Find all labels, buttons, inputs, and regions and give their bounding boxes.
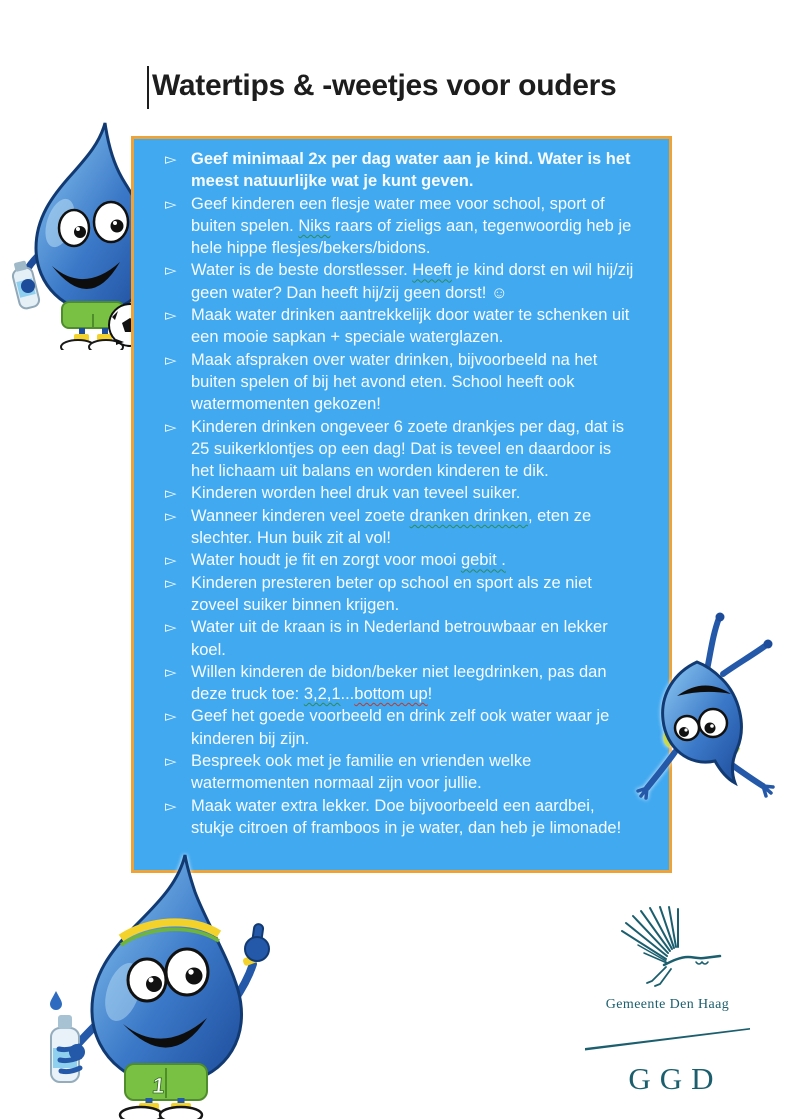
tip-item [164,193,635,260]
tip-text: Maak water drinken aantrekkelijk door water te schenken uit een mooie sapkan + speciale waterglazen. [191,306,630,347]
tips-list [164,148,635,839]
tip-text: Wanneer kinderen veel zoete dranken drinken, eten ze slechter. Hun buik zit al vol! [191,506,592,548]
tip-text: Geef minimaal 2x per dag water aan je kind. Water is het meest natuurlijke wat je kunt geven. [191,150,631,191]
tip-item [164,661,635,706]
logo-dept-name: GGD [628,1061,723,1096]
tip-item [164,549,635,571]
waterdrop-thumbsup-mascot-icon [35,852,280,1119]
logo-org-name: Gemeente Den Haag [605,997,730,1012]
mascot-shorts-number: 1 [151,1073,166,1098]
tip-text: Water houdt je fit en zorgt voor mooi gebit . [191,551,506,570]
tip-item [164,795,635,840]
tip-item [164,505,635,550]
tips-box [131,136,672,873]
waterdrop-handstand-mascot-icon [627,610,787,805]
arrow-bullet-icon: ▻ [165,552,177,570]
tip-text: Maak water extra lekker. Doe bijvoorbeeld een aardbei, stukje citroen of framboos in je water, dan heb je limonade! [191,796,622,837]
tip-text: Kinderen presteren beter op school en sport als ze niet zoveel suiker binnen krijgen. [191,573,592,614]
arrow-bullet-icon: ▻ [165,619,177,637]
tip-item [164,616,635,661]
tip-item [164,482,635,504]
arrow-bullet-icon: ▻ [165,574,177,592]
logo-block [585,905,750,1097]
text-cursor [147,66,149,109]
tip-text: Kinderen drinken ongeveer 6 zoete drankjes per dag, dat is 25 suikerklontjes op een dag! Dat is teveel en daardoor is het lichaam uit balans en worden kinderen te dik. [191,417,624,481]
arrow-bullet-icon: ▻ [165,797,177,815]
arrow-bullet-icon: ▻ [165,151,177,168]
tip-text: Water is de beste dorstlesser. Heeft je kind dorst en wil hij/zij geen water? Dan heeft hij/zij geen dorst! ☺ [191,261,634,302]
arrow-bullet-icon: ▻ [165,195,177,213]
arrow-bullet-icon: ▻ [165,351,177,369]
stork-logo-icon [608,905,728,987]
diagonal-divider-line [585,1026,750,1052]
tip-item [164,304,635,349]
arrow-bullet-icon: ▻ [165,262,177,280]
tip-item [164,416,635,483]
tip-item [164,148,635,193]
arrow-bullet-icon: ▻ [165,753,177,771]
arrow-bullet-icon: ▻ [165,418,177,436]
tip-text: Maak afspraken over water drinken, bijvoorbeeld na het buiten spelen of bij het avond eten. School heeft ook watermomenten gekozen! [191,350,598,414]
tip-text: Kinderen worden heel druk van teveel suiker. [191,484,521,503]
arrow-bullet-icon: ▻ [165,507,177,525]
tip-text: Geef kinderen een flesje water mee voor school, sport of buiten spelen. Niks raars of zieligs aan, tegenwoordig heb je hele hippe flesjes/bekers/bidons. [191,194,632,258]
arrow-bullet-icon: ▻ [165,307,177,325]
tip-item [164,705,635,750]
arrow-bullet-icon: ▻ [165,485,177,503]
tip-text: Willen kinderen de bidon/beker niet leegdrinken, pas dan deze truck toe: 3,2,1...bottom up! [191,662,607,704]
tip-text: Bespreek ook met je familie en vrienden welke watermomenten normaal zijn voor jullie. [191,752,532,793]
tip-item [164,349,635,416]
tip-text: Water uit de kraan is in Nederland betrouwbaar en lekker koel. [191,618,608,659]
page-title: Watertips & -weetjes voor ouders [152,69,617,102]
tip-text: Geef het goede voorbeeld en drink zelf ook water waar je kinderen bij zijn. [191,707,610,748]
tip-item [164,572,635,617]
arrow-bullet-icon: ▻ [165,708,177,726]
tip-item [164,259,635,304]
tip-item [164,750,635,795]
arrow-bullet-icon: ▻ [165,663,177,681]
